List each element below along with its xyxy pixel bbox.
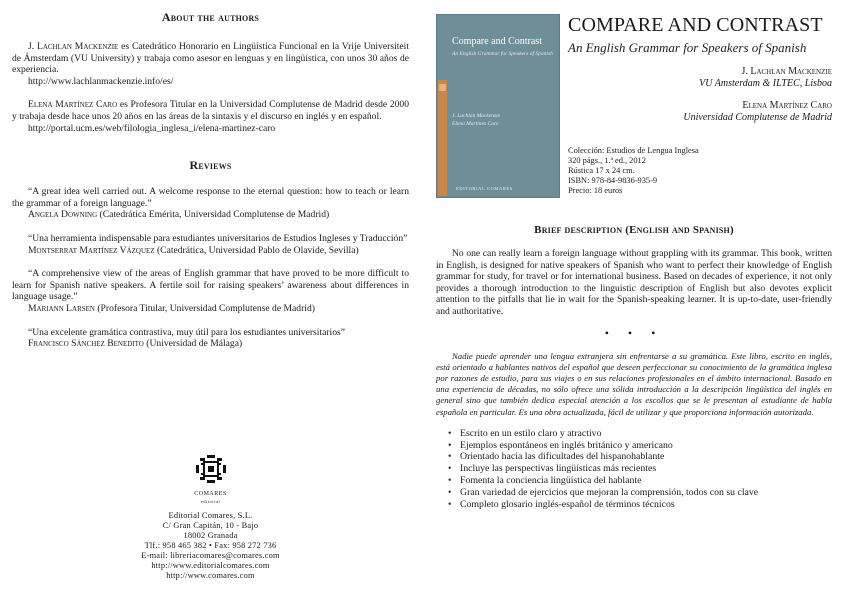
about-author1-paragraph (12, 41, 409, 76)
cover-badge (439, 84, 446, 91)
meta-price: Precio: 18 euros (568, 186, 623, 195)
book-author-1: J. Lachlan Mackenzie (741, 66, 832, 77)
cover-subtitle: An English Grammar for Speakers of Spanish (452, 51, 553, 57)
brief-spanish-text: Nadie puede aprender una lengua extranjera sin enfrentarse a su gramática. Este libro, escrito en inglés, está orientado a hablantes nativos del español que deseen perfeccionar su conocimiento de la gramática inglesa por razones de estudio, para sus viajes o en sus relaciones profesionales en el ámbito internacional. Basado en una experiencia de décadas, no sólo ofrece una sólida introducción a la descripción lingüística del inglés en general sino que también dedica especial atención a los escollos que se le presentan al estudiante de habla española en particular. Es una obra actualizada, fácil de utilizar y que proporciona información autorizada. (436, 350, 832, 417)
review-attribution (12, 303, 409, 315)
meta-collection: Colección: Estudios de Lengua Inglesa (568, 146, 699, 155)
author1-url-link[interactable]: http://www.lachlanmackenzie.info/es/ (28, 75, 174, 87)
reviewer-affiliation: (Universidad de Málaga) (143, 338, 243, 350)
publisher-block (12, 455, 409, 581)
book-author-2: Elena Martínez Caro (742, 100, 832, 111)
publisher-web-link[interactable]: http://www.editorialcomares.com (151, 561, 270, 570)
review-quote: “A great idea well carried out. A welcome response to the eternal question: how to teach or learn the grammar of a foreign language.” (12, 186, 409, 209)
review-item (12, 233, 409, 256)
list-item: • Ejemplos espontáneos en inglés británico y americano (436, 440, 832, 452)
list-item: • Orientado hacia las dificultades del hispanohablante (436, 451, 832, 463)
left-column (12, 10, 409, 350)
publisher-street: C/ Gran Capitán, 10 - Bajo (162, 521, 259, 530)
logo-wordmark: COMARES (194, 491, 227, 497)
author1-bio: es Catedrático Honorario en Lingüística Funcional en la Vrije Universiteit de Ámsterdam (VU University) y trabaja como asesor en lenguas y en lingüística, con unos 30 años de experiencia. (12, 41, 409, 76)
review-item (12, 186, 409, 221)
logo-subtext: editorial (200, 499, 221, 504)
cover-spine-stripe (438, 80, 447, 196)
reviewer-name: Mariann Larsen (28, 302, 95, 314)
meta-isbn: ISBN: 978-84-9836-935-9 (568, 176, 658, 185)
separator-dots: • • • (604, 325, 664, 340)
review-attribution (12, 209, 409, 221)
cover-author: J. Lachlan Mackenzie (452, 113, 501, 119)
brief-english-text: No one can really learn a foreign language without grappling with its grammar. This book, written in English, is designed for native speakers of Spanish who want to perfect their knowledge of English grammar for study, for travel or for international business. Based on decades of experience, it not only provides a thorough introduction to the linguistic description of English but also devotes explicit attention to the pitfalls that lie in wait for the Spanish-speaking learner. It is up-to-date, user-friendly and authoritative. (436, 248, 832, 317)
comares-logo-icon (196, 455, 226, 489)
review-item (12, 268, 409, 314)
review-item (12, 327, 409, 350)
review-quote: “Una herramienta indispensable para estudiantes universitarios de Estudios Ingleses y Traducción” (28, 232, 408, 244)
book-affiliation-2: Universidad Complutense de Madrid (683, 112, 832, 123)
feature-list (436, 428, 832, 511)
list-item: • Completo glosario inglés-español de términos técnicos (436, 499, 832, 511)
publisher-name: Editorial Comares, S.L. (168, 511, 253, 520)
brief-description (436, 224, 832, 510)
author1-name: J. Lachlan Mackenzie (28, 41, 119, 52)
book-subtitle: An English Grammar for Speakers of Spanish (568, 40, 807, 55)
about-author2-paragraph (12, 99, 409, 122)
publisher-email-link[interactable]: E-mail: libreriacomares@comares.com (141, 551, 280, 560)
publisher-city: 18002 Granada (183, 531, 238, 540)
reviewer-affiliation: (Catedrática Emérita, Universidad Complutense de Madrid) (97, 209, 330, 221)
author2-url-link[interactable]: http://portal.ucm.es/web/filologia_inglesa_i/elena-martinez-caro (28, 122, 276, 134)
list-item: • Incluye las perspectivas lingüísticas más recientes (436, 463, 832, 475)
book-affiliation-1: VU Amsterdam & ILTEC, Lisboa (699, 78, 832, 89)
cover-publisher: EDITORIAL COMARES (456, 186, 513, 191)
list-item: • Gran variedad de ejercicios que mejoran la comprensión, todos con su clave (436, 487, 832, 499)
meta-binding: Rústica 17 x 24 cm. (568, 166, 635, 175)
about-heading: About the authors (161, 10, 260, 24)
book-info (568, 14, 832, 124)
list-item: • Escrito en un estilo claro y atractivo (436, 428, 832, 440)
author2-bio: es Profesora Titular en la Universidad Complutense de Madrid desde 2000 y trabaja desde hace unos 20 años en las áreas de la sintaxis y el discurso en inglés y en español. (12, 99, 410, 122)
brief-heading: Brief description (English and Spanish) (534, 224, 734, 236)
reviewer-name: Francisco Sánchez Benedito (28, 338, 144, 350)
author2-name: Elena Martínez Caro (28, 99, 118, 111)
meta-pages: 320 págs., 1.ª ed., 2012 (568, 156, 646, 165)
list-item: • Fomenta la conciencia lingüística del hablante (436, 475, 832, 487)
book-cover-image (436, 14, 560, 198)
reviewer-affiliation: (Profesora Titular, Universidad Complutense de Madrid) (94, 302, 315, 314)
reviews-heading: Reviews (189, 158, 232, 173)
review-quote: “A comprehensive view of the areas of English grammar that have proved to be more difficult to learn for Spanish native speakers. A fertile soil for raising speakers’ awareness about differences in language usage.” (12, 268, 409, 303)
book-title: COMPARE AND CONTRAST (568, 14, 823, 36)
review-attribution (12, 338, 409, 350)
reviewer-affiliation: (Catedrática, Universidad Pablo de Olavide, Sevilla) (154, 244, 359, 256)
book-metadata (568, 146, 832, 196)
cover-author: Elena Martínez Caro (452, 121, 499, 127)
reviewer-name: Montserrat Martínez Vázquez (28, 244, 155, 256)
publisher-web-link-2[interactable]: http://www.comares.com (166, 571, 255, 580)
cover-authors (452, 112, 500, 128)
publisher-phone: Tlf.: 958 465 382 • Fax: 958 272 736 (144, 541, 277, 550)
review-quote: “Una excelente gramática contrastiva, muy útil para los estudiantes universitarios” (28, 326, 346, 338)
review-attribution (12, 245, 409, 257)
reviewer-name: Angela Downing (28, 209, 98, 221)
cover-title: Compare and Contrast (452, 36, 542, 47)
